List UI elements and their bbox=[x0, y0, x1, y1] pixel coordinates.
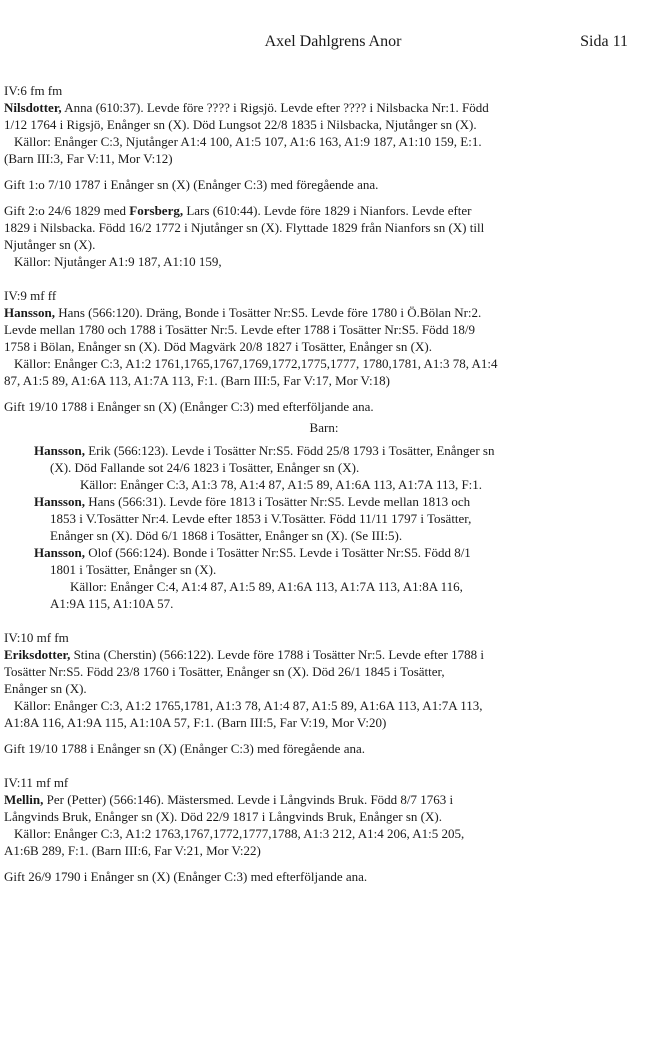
marriage-line: Gift 1:o 7/10 1787 i Enånger sn (X) (Enånger C:3) med föregående ana. bbox=[4, 177, 379, 192]
person-line: Eriksdotter, Stina (Cherstin) (566:122). Levde före 1788 i Tosätter Nr:5. Levde efter 1788 i bbox=[4, 647, 484, 662]
entry-iv9 bbox=[4, 287, 644, 612]
sources-line: Källor: Enånger C:3, A1:3 78, A1:4 87, A1:5 89, A1:6A 113, A1:7A 113, F:1. bbox=[80, 477, 483, 492]
person-line: 1/12 1764 i Rigsjö, Enånger sn (X). Död Lungsot 22/8 1835 i Nilsbacka, Njutånger sn (X). bbox=[4, 117, 477, 132]
page-number: Sida 11 bbox=[580, 33, 628, 50]
generation-label: IV:10 mf fm bbox=[4, 630, 69, 645]
person-line: Levde mellan 1780 och 1788 i Tosätter Nr:5. Levde efter 1788 i Tosätter Nr:S5. Född 18/9 bbox=[4, 322, 476, 337]
sources-line: Källor: Njutånger A1:9 187, A1:10 159, bbox=[14, 254, 222, 269]
relations-line: A1:6B 289, F:1. (Barn III:6, Far V:21, Mor V:22) bbox=[4, 843, 261, 858]
marriage-line: Gift 26/9 1790 i Enånger sn (X) (Enånger C:3) med efterföljande ana. bbox=[4, 869, 368, 884]
entry-iv11 bbox=[4, 774, 644, 885]
marriage-line: Gift 2:o 24/6 1829 med Forsberg, Lars (610:44). Levde före 1829 i Nianfors. Levde efter bbox=[4, 203, 472, 218]
entry-iv10 bbox=[4, 629, 644, 757]
marriage-line: Gift 19/10 1788 i Enånger sn (X) (Enånger C:3) med föregående ana. bbox=[4, 741, 365, 756]
sources-line: A1:9A 115, A1:10A 57. bbox=[50, 596, 174, 611]
child-name: Hansson, bbox=[34, 545, 85, 560]
document-title: Axel Dahlgrens Anor bbox=[264, 33, 402, 50]
person-name: Eriksdotter, bbox=[4, 647, 71, 662]
page-header bbox=[0, 33, 666, 55]
sources-line: Källor: Enånger C:4, A1:4 87, A1:5 89, A1:6A 113, A1:7A 113, A1:8A 116, bbox=[70, 579, 463, 594]
spouse-name: Forsberg, bbox=[129, 203, 184, 218]
document-body bbox=[4, 82, 644, 885]
relations-line: A1:8A 116, A1:9A 115, A1:10A 57, F:1. (Barn III:5, Far V:19, Mor V:20) bbox=[4, 715, 387, 730]
person-line: Nilsdotter, Anna (610:37). Levde före ???? i Rigsjö. Levde efter ???? i Nilsbacka Nr:1. Född bbox=[4, 100, 489, 115]
generation-label: IV:6 fm fm bbox=[4, 83, 63, 98]
sources-line: Källor: Enånger C:3, A1:2 1763,1767,1772,1777,1788, A1:3 212, A1:4 206, A1:5 205, bbox=[14, 826, 465, 841]
person-line: Mellin, Per (Petter) (566:146). Mästersmed. Levde i Långvinds Bruk. Född 8/7 1763 i bbox=[4, 792, 454, 807]
child-name: Hansson, bbox=[34, 494, 85, 509]
children-heading: Barn: bbox=[309, 420, 339, 435]
marriage-line: Njutånger sn (X). bbox=[4, 237, 96, 252]
person-line: 1758 i Bölan, Enånger sn (X). Död Magvärk 20/8 1827 i Tosätter, Enånger sn (X). bbox=[4, 339, 432, 354]
child-entry: Hansson, Hans (566:31). Levde före 1813 i Tosätter Nr:S5. Levde mellan 1813 och 1853 i V.Tosätter Nr:4. Levde efter 1853 i V.Tosätter. Född 11/11 1797 i Tosätter, Enånger sn (X). Död 6/1 1868 i Tosätter, Enånger sn (X). (Se III:5). bbox=[34, 494, 472, 543]
marriage-line: 1829 i Nilsbacka. Född 16/2 1772 i Njutånger sn (X). Flyttade 1829 från Nianfors sn (X) till bbox=[4, 220, 485, 235]
person-name: Mellin, bbox=[4, 792, 44, 807]
generation-label: IV:9 mf ff bbox=[4, 288, 57, 303]
relations-line: 87, A1:5 89, A1:6A 113, A1:7A 113, F:1. (Barn III:5, Far V:17, Mor V:18) bbox=[4, 373, 390, 388]
relations-line: (Barn III:3, Far V:11, Mor V:12) bbox=[4, 151, 173, 166]
sources-line: Källor: Enånger C:3, Njutånger A1:4 100, A1:5 107, A1:6 163, A1:9 187, A1:10 159, E:1. bbox=[14, 134, 482, 149]
person-name: Nilsdotter, bbox=[4, 100, 62, 115]
sources-line: Källor: Enånger C:3, A1:2 1761,1765,1767,1769,1772,1775,1777, 1780,1781, A1:3 78, A1:4 bbox=[14, 356, 498, 371]
entry-iv6 bbox=[4, 82, 644, 270]
child-name: Hansson, bbox=[34, 443, 85, 458]
person-line: Hansson, Hans (566:120). Dräng, Bonde i Tosätter Nr:S5. Levde före 1780 i Ö.Bölan Nr:2. bbox=[4, 305, 482, 320]
sources-line: Källor: Enånger C:3, A1:2 1765,1781, A1:3 78, A1:4 87, A1:5 89, A1:6A 113, A1:7A 113, bbox=[14, 698, 483, 713]
marriage-line: Gift 19/10 1788 i Enånger sn (X) (Enånger C:3) med efterföljande ana. bbox=[4, 399, 374, 414]
person-line: Enånger sn (X). bbox=[4, 681, 87, 696]
child-entry: Hansson, Olof (566:124). Bonde i Tosätter Nr:S5. Levde i Tosätter Nr:S5. Född 8/1 1801 i Tosätter, Enånger sn (X). Källor: Enånger C:4, A1:4 87, A1:5 89, A1:6A 113, A1:7A 113, A1:8A 116, A1:9A 115, A1:10A 57. bbox=[34, 544, 644, 612]
person-name: Hansson, bbox=[4, 305, 55, 320]
person-line: Långvinds Bruk, Enånger sn (X). Död 22/9 1817 i Långvinds Bruk, Enånger sn (X). bbox=[4, 809, 442, 824]
person-line: Tosätter Nr:S5. Född 23/8 1760 i Tosätter, Enånger sn (X). Död 26/1 1845 i Tosätter, bbox=[4, 664, 445, 679]
generation-label: IV:11 mf mf bbox=[4, 775, 69, 790]
child-entry: Hansson, Erik (566:123). Levde i Tosätter Nr:S5. Född 25/8 1793 i Tosätter, Enånger sn (X). Död Fallande sot 24/6 1823 i Tosätter, Enånger sn (X). Källor: Enånger C:3, A1:3 78, A1:4 87, A1:5 89, A1:6A 113, A1:7A 113, F:1. bbox=[34, 442, 644, 493]
